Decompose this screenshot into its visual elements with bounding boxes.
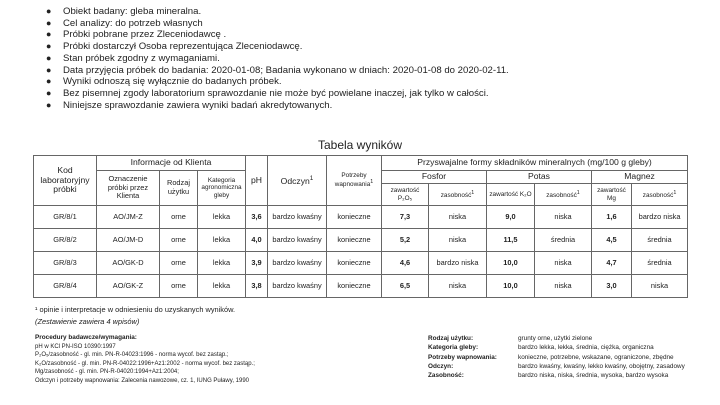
legend-key: Potrzeby wapnowania: bbox=[428, 353, 497, 361]
legend-value: bardzo lekka, lekka, średnia, ciężka, organiczna bbox=[518, 344, 654, 352]
cell-mg: 4,7 bbox=[592, 252, 632, 275]
table-row bbox=[34, 275, 688, 298]
legend-row bbox=[428, 353, 685, 362]
legend-value: konieczne, potrzebne, wskazane, ograniczone, zbędne bbox=[518, 353, 674, 361]
cell-k-zasobnosc: niska bbox=[535, 252, 592, 275]
bullet-dot-icon: ● bbox=[46, 17, 52, 28]
cell-p: 7,3 bbox=[382, 206, 429, 229]
cell-kod: GR/8/2 bbox=[34, 229, 97, 252]
bullet-dot-icon: ● bbox=[46, 87, 52, 98]
cell-kod: GR/8/4 bbox=[34, 275, 97, 298]
cell-potrzeby: konieczne bbox=[327, 229, 382, 252]
cell-mg-zasobnosc: średnia bbox=[632, 252, 688, 275]
cell-p-zasobnosc: niska bbox=[429, 229, 487, 252]
cell-mg-zasobnosc: bardzo niska bbox=[632, 206, 688, 229]
cell-k-zasobnosc: niska bbox=[535, 275, 592, 298]
bullet-text: Obiekt badany: gleba mineralna. bbox=[63, 6, 202, 17]
bullet-dot-icon: ● bbox=[46, 99, 52, 110]
cell-p-zasobnosc: niska bbox=[429, 275, 487, 298]
header-magnez: Magnez bbox=[592, 171, 688, 184]
cell-k: 10,0 bbox=[487, 275, 535, 298]
header-oznaczenie: Oznaczenie próbki przez Klienta bbox=[97, 171, 160, 206]
cell-ph: 3,8 bbox=[246, 275, 268, 298]
procedure-line: Mg/zasobność - gl. min. PN-R-04020:1994+Az1:2004; bbox=[35, 369, 179, 376]
procedure-line: K₂O/zasobność - gl. min. PN-R-04022:1996+Az1:2002 - norma wycof. bez zastąp.; bbox=[35, 360, 255, 367]
header-kod: Kod laboratoryjny próbki bbox=[34, 156, 97, 206]
bullet-item bbox=[44, 29, 704, 41]
cell-p: 4,6 bbox=[382, 252, 429, 275]
header-ph: pH bbox=[246, 156, 268, 206]
bullet-dot-icon: ● bbox=[46, 29, 52, 40]
legend-row bbox=[428, 334, 685, 343]
cell-ph: 3,9 bbox=[246, 252, 268, 275]
cell-potrzeby: konieczne bbox=[327, 206, 382, 229]
cell-p-zasobnosc: niska bbox=[429, 206, 487, 229]
cell-k: 9,0 bbox=[487, 206, 535, 229]
header-odczyn: Odczyn$^1$ bbox=[268, 156, 327, 206]
bullet-item bbox=[44, 18, 704, 30]
bullet-text: Próbki pobrane przez Zleceniodawcę . bbox=[63, 29, 227, 41]
legend-value: bardzo niska, niska, średnia, wysoka, bardzo wysoka bbox=[518, 372, 669, 380]
bullet-item bbox=[44, 65, 704, 77]
bullet-text: Data przyjęcia próbek do badania: 2020-01-08; Badania wykonano w dniach: 2020-01-08 do 2020-02-11. bbox=[63, 64, 509, 76]
bullet-dot-icon: ● bbox=[46, 6, 52, 16]
header-zawartosc-k: zawartość K₂O bbox=[487, 184, 535, 206]
header-zasobnosc-k: zasobność$^1$ bbox=[535, 184, 592, 206]
cell-potrzeby: konieczne bbox=[327, 275, 382, 298]
procedure-line: Odczyn i potrzeby wapnowania: Zalecenia nawozowe, cz. 1, IUNG Puławy, 1990 bbox=[35, 377, 249, 384]
legend-row bbox=[428, 362, 685, 371]
header-zawartosc-p: zawartość P₂O₅ bbox=[382, 184, 429, 206]
bullet-text: Bez pisemnej zgody laboratorium sprawozdanie nie może być powielane inaczej, jak tylko w całości. bbox=[63, 87, 489, 99]
header-kategoria: Kategoria agronomiczna gleby bbox=[198, 171, 246, 206]
legend-table bbox=[428, 334, 685, 380]
legend-value: bardzo kwaśny, kwaśny, lekko kwaśny, obojętny, zasadowy bbox=[518, 362, 685, 370]
bullet-text: Próbki dostarczył Osoba reprezentująca Zleceniodawcę. bbox=[63, 41, 303, 53]
cell-p-zasobnosc: bardzo niska bbox=[429, 252, 487, 275]
cell-mg: 4,5 bbox=[592, 229, 632, 252]
bullet-list bbox=[44, 6, 704, 111]
bullet-text: Cel analizy: do potrzeb własnych bbox=[63, 17, 203, 29]
bullet-item bbox=[44, 53, 704, 65]
cell-k: 10,0 bbox=[487, 252, 535, 275]
cell-k: 11,5 bbox=[487, 229, 535, 252]
entries-note: (Zestawienie zawiera 4 wpisów) bbox=[35, 317, 140, 326]
cell-mg-zasobnosc: średnia bbox=[632, 229, 688, 252]
cell-p: 6,5 bbox=[382, 275, 429, 298]
cell-oznaczenie: AO/JM-D bbox=[97, 229, 160, 252]
bullet-item bbox=[44, 76, 704, 88]
table-row bbox=[34, 252, 688, 275]
bullet-dot-icon: ● bbox=[46, 52, 52, 63]
header-rodzaj: Rodzaj użytku bbox=[160, 171, 198, 206]
cell-ph: 3,6 bbox=[246, 206, 268, 229]
cell-potrzeby: konieczne bbox=[327, 252, 382, 275]
bullet-dot-icon: ● bbox=[46, 64, 52, 75]
bullet-item bbox=[44, 6, 704, 18]
cell-mg: 1,6 bbox=[592, 206, 632, 229]
bullet-item bbox=[44, 88, 704, 100]
cell-rodzaj: orne bbox=[160, 206, 198, 229]
header-potrzeby: Potrzeby wapnowania$^1$ bbox=[327, 156, 382, 206]
header-przyswajalne: Przyswajalne formy składników mineralnych (mg/100 g gleby) bbox=[382, 156, 688, 171]
cell-odczyn: bardzo kwaśny bbox=[268, 252, 327, 275]
header-fosfor: Fosfor bbox=[382, 171, 487, 184]
cell-p: 5,2 bbox=[382, 229, 429, 252]
cell-kategoria: lekka bbox=[198, 206, 246, 229]
bullet-item bbox=[44, 100, 704, 112]
cell-odczyn: bardzo kwaśny bbox=[268, 229, 327, 252]
table-row bbox=[34, 206, 688, 229]
cell-k-zasobnosc: niska bbox=[535, 206, 592, 229]
legend-key: Rodzaj użytku: bbox=[428, 335, 474, 342]
bullet-text: Stan próbek zgodny z wymaganiami. bbox=[63, 52, 220, 64]
bullet-item bbox=[44, 41, 704, 53]
legend-value: grunty orne, użytki zielone bbox=[518, 335, 593, 342]
procedure-line: pH w KCl PN-ISO 10390:1997 bbox=[35, 343, 116, 350]
cell-mg: 3,0 bbox=[592, 275, 632, 298]
cell-kategoria: lekka bbox=[198, 229, 246, 252]
cell-odczyn: bardzo kwaśny bbox=[268, 275, 327, 298]
header-zasobnosc-p: zasobność$^1$ bbox=[429, 184, 487, 206]
cell-rodzaj: orne bbox=[160, 229, 198, 252]
procedure-line: P₂O₅/zasobność - gl. min. PN-R-04023:1996 - norma wycof. bez zastąp.; bbox=[35, 352, 229, 359]
header-zasobnosc-mg: zasobność$^1$ bbox=[632, 184, 688, 206]
legend-key: Odczyn: bbox=[428, 362, 454, 370]
cell-kod: GR/8/3 bbox=[34, 252, 97, 275]
header-potas: Potas bbox=[487, 171, 592, 184]
legend-row bbox=[428, 343, 685, 352]
procedures-header: Procedury badawcze/wymagania: bbox=[35, 334, 137, 341]
procedures-block bbox=[35, 334, 255, 386]
cell-k-zasobnosc: średnia bbox=[535, 229, 592, 252]
cell-kod: GR/8/1 bbox=[34, 206, 97, 229]
cell-kategoria: lekka bbox=[198, 252, 246, 275]
cell-ph: 4,0 bbox=[246, 229, 268, 252]
cell-oznaczenie: AO/GK-Z bbox=[97, 275, 160, 298]
cell-rodzaj: orne bbox=[160, 252, 198, 275]
table-title: Tabela wyników bbox=[317, 138, 403, 152]
legend-key: Zasobność: bbox=[428, 372, 464, 380]
legend-row bbox=[428, 371, 685, 380]
cell-oznaczenie: AO/JM-Z bbox=[97, 206, 160, 229]
bullet-text: Wyniki odnoszą się wyłącznie do badanych próbek. bbox=[63, 76, 282, 88]
cell-rodzaj: orne bbox=[160, 275, 198, 298]
table-row bbox=[34, 229, 688, 252]
cell-oznaczenie: AO/GK-D bbox=[97, 252, 160, 275]
legend-key: Kategoria gleby: bbox=[428, 344, 479, 352]
cell-kategoria: lekka bbox=[198, 275, 246, 298]
header-zawartosc-mg: zawartość Mg bbox=[592, 184, 632, 206]
bullet-dot-icon: ● bbox=[46, 76, 52, 87]
bullet-text: Niniejsze sprawozdanie zawiera wyniki badań akredytowanych. bbox=[63, 99, 333, 111]
results-table bbox=[33, 155, 688, 298]
cell-mg-zasobnosc: niska bbox=[632, 275, 688, 298]
cell-odczyn: bardzo kwaśny bbox=[268, 206, 327, 229]
bullet-dot-icon: ● bbox=[46, 41, 52, 52]
footnote: ¹ opinie i interpretacje w odniesieniu do uzyskanych wyników. bbox=[35, 305, 236, 314]
header-info: Informacje od Klienta bbox=[97, 156, 246, 171]
